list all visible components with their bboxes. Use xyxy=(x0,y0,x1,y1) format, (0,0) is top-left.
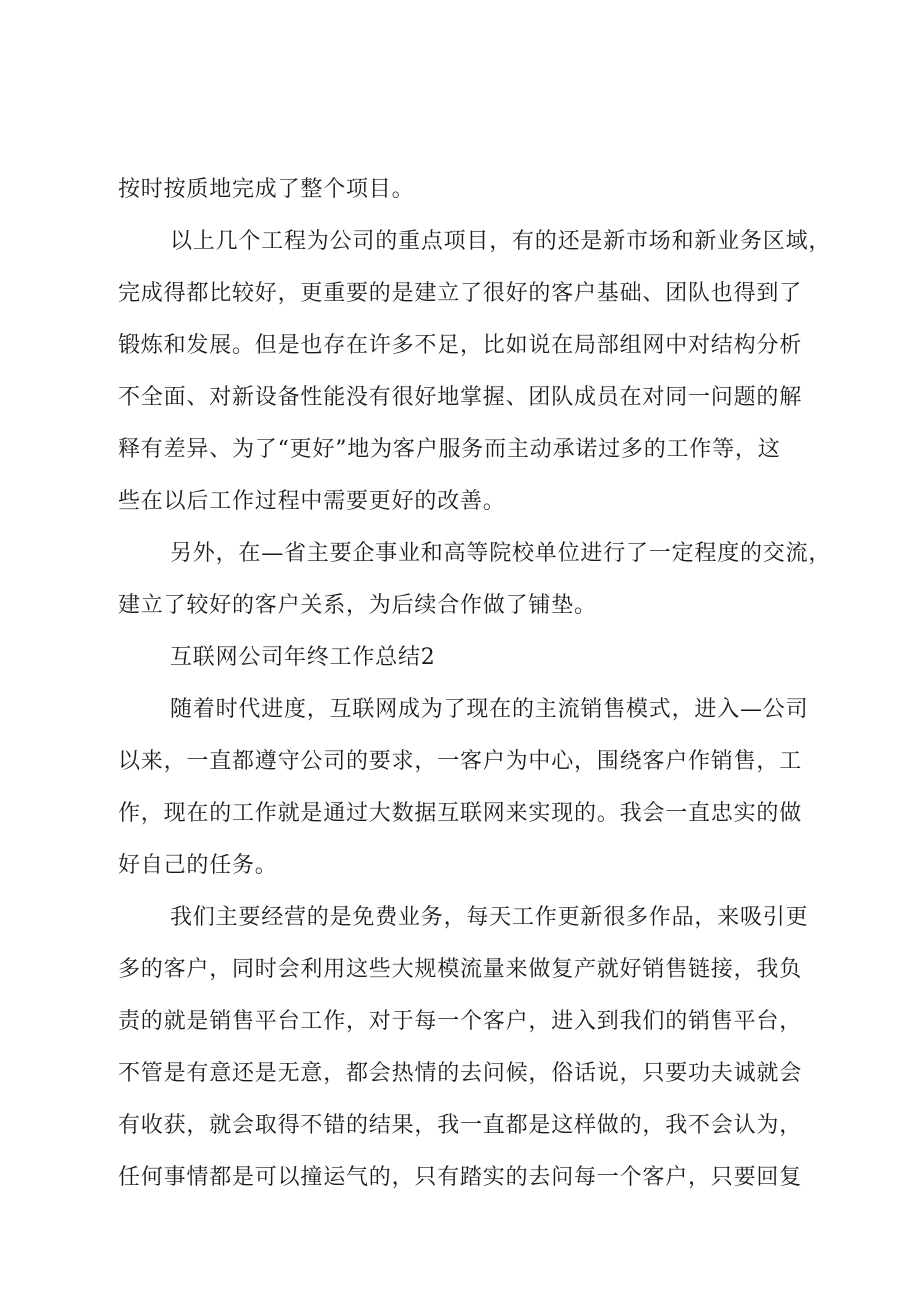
paragraph-line: 以上几个工程为公司的重点项目，有的还是新市场和新业务区域， xyxy=(170,229,832,254)
paragraph-line: 另外，在—省主要企事业和高等院校单位进行了一定程度的交流， xyxy=(170,541,832,566)
paragraph-line: 建立了较好的客户关系，为后续合作做了铺垫。 xyxy=(118,593,597,618)
paragraph-line: 不管是有意还是无意，都会热情的去问候，俗话说，只要功夫诚就会 xyxy=(118,1061,803,1086)
paragraph-line: 随着时代进度，互联网成为了现在的主流销售模式，进入—公司 xyxy=(170,697,809,722)
section-heading: 互联网公司年终工作总结2 xyxy=(170,645,436,670)
paragraph-line: 以来，一直都遵守公司的要求，一客户为中心，围绕客户作销售，工 xyxy=(118,749,803,774)
paragraph-line: 锻炼和发展。但是也存在许多不足，比如说在局部组网中对结构分析 xyxy=(118,333,803,358)
paragraph-line: 我们主要经营的是免费业务，每天工作更新很多作品，来吸引更 xyxy=(170,905,809,930)
paragraph-line: 些在以后工作过程中需要更好的改善。 xyxy=(118,489,506,514)
paragraph-line: 多的客户，同时会利用这些大规模流量来做复产就好销售链接，我负 xyxy=(118,957,803,982)
paragraph-line: 责的就是销售平台工作，对于每一个客户，进入到我们的销售平台， xyxy=(118,1009,803,1034)
paragraph-line: 作，现在的工作就是通过大数据互联网来实现的。我会一直忠实的做 xyxy=(118,801,803,826)
paragraph-line: 不全面、对新设备性能没有很好地掌握、团队成员在对同一问题的解 xyxy=(118,385,803,410)
paragraph-line: 任何事情都是可以撞运气的，只有踏实的去问每一个客户，只要回复 xyxy=(118,1165,803,1190)
paragraph-line: 按时按质地完成了整个项目。 xyxy=(118,177,415,202)
paragraph-line: 释有差异、为了“更好”地为客户服务而主动承诺过多的工作等，这 xyxy=(118,437,781,462)
paragraph-line: 有收获，就会取得不错的结果，我一直都是这样做的，我不会认为， xyxy=(118,1113,803,1138)
paragraph-line: 完成得都比较好，更重要的是建立了很好的客户基础、团队也得到了 xyxy=(118,281,803,306)
paragraph-line: 好自己的任务。 xyxy=(118,853,278,878)
